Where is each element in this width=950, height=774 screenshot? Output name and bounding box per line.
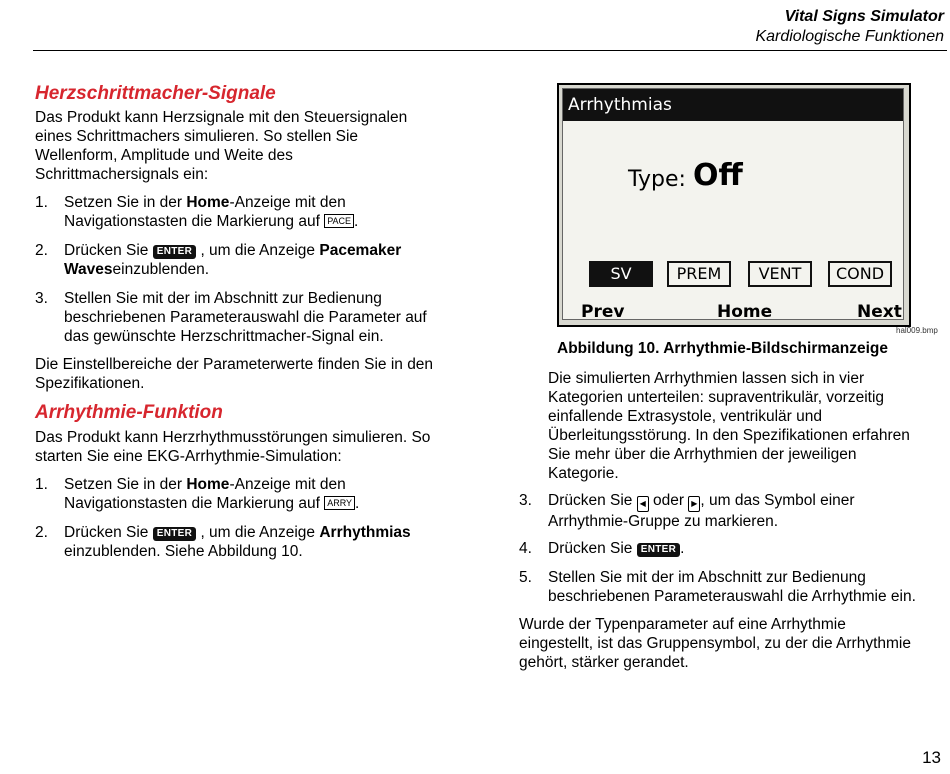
group-symbol-note: Wurde der Typenparameter auf eine Arrhythmie eingestellt, ist das Gruppensymbol, zu der die Arrhythmie gehört, stärker gerandet. <box>519 616 911 671</box>
nav-home[interactable]: Home <box>717 302 773 322</box>
section-heading-arrhythmia: Arrhythmie-Funktion <box>35 402 223 423</box>
arrhythmia-step-5: Stellen Sie mit der im Abschnitt zur Bedienung beschriebenen Parameterauswahl die Arrhythmie ein. <box>548 569 916 605</box>
step-number: 2. <box>35 242 48 259</box>
header-subtitle: Kardiologische Funktionen <box>755 28 944 45</box>
arrhythmia-step-3: Drücken Sie ◀ oder ▶ , um das Symbol einer Arrhythmie-Gruppe zu markieren. <box>548 492 855 530</box>
section-heading-pacemaker: Herzschrittmacher-Signale <box>35 83 276 104</box>
left-arrow-key-icon: ◀ <box>637 496 649 512</box>
header-rule <box>33 50 947 51</box>
pacemaker-step-2: Drücken Sie ENTER , um die Anzeige Pacemaker Waveseinzublenden. <box>64 242 402 278</box>
page-number: 13 <box>922 748 941 767</box>
type-label: Type: <box>628 167 686 192</box>
step-number: 2. <box>35 524 48 541</box>
step-number: 1. <box>35 476 48 493</box>
pacemaker-step-3: Stellen Sie mit der im Abschnitt zur Bedienung beschriebenen Parameterauswahl die Parameter auf das gewünschte Herzschrittmacher-Signal ein. <box>64 290 427 345</box>
right-arrow-key-icon: ▶ <box>688 496 700 512</box>
figure-caption: Abbildung 10. Arrhythmie-Bildschirmanzeige <box>557 340 889 357</box>
pacemaker-note: Die Einstellbereiche der Parameterwerte finden Sie in den Spezifikationen. <box>35 356 434 392</box>
device-screen <box>562 88 904 320</box>
arrhythmia-intro: Das Produkt kann Herzrhythmusstörungen simulieren. So starten Sie eine EKG-Arrhythmie-Simulation: <box>35 429 431 465</box>
pacemaker-intro: Das Produkt kann Herzsignale mit den Steuersignalen eines Schrittmachers simulieren. So stellen Sie Wellenform, Amplitude und Weite des Schrittmachersignals ein: <box>35 109 408 183</box>
step-number: 4. <box>519 540 532 557</box>
arrhythmia-step-2: Drücken Sie ENTER , um die Anzeige Arrhythmias einzublenden. Siehe Abbildung 10. <box>64 524 411 560</box>
arrhythmia-categories-text: Die simulierten Arrhythmien lassen sich in vier Kategorien unterteilen: supraventrikulär, vorzeitig einfallende Extrasystole, ventrikulär und Überleitungsstörung. In den Spezifikationen erfahren Sie mehr über die Arrhythmien der jeweiligen Kategorie. <box>548 370 910 482</box>
arrhythmia-step-4: Drücken Sie ENTER . <box>548 540 685 557</box>
pacemaker-step-1: Setzen Sie in der Home-Anzeige mit den Navigationstasten die Markierung auf PACE . <box>64 194 359 230</box>
nav-prev[interactable]: Prev <box>581 302 625 322</box>
arry-key-icon: ARRY <box>324 496 355 510</box>
step-number: 5. <box>519 569 532 586</box>
step-number: 1. <box>35 194 48 211</box>
step-number: 3. <box>35 290 48 307</box>
type-value: Off <box>693 158 743 193</box>
softkey-cond[interactable]: COND <box>828 261 892 287</box>
step-number: 3. <box>519 492 532 509</box>
header-title: Vital Signs Simulator <box>784 8 944 25</box>
figure-filename: hal009.bmp <box>896 326 938 335</box>
arrhythmia-screen-figure <box>557 83 911 327</box>
pace-key-icon: PACE <box>324 214 354 228</box>
softkey-sv[interactable]: SV <box>589 261 653 287</box>
nav-next[interactable]: Next <box>857 302 902 322</box>
screen-title: Arrhythmias <box>563 89 903 121</box>
enter-key-icon: ENTER <box>153 527 196 541</box>
softkey-prem[interactable]: PREM <box>667 261 731 287</box>
enter-key-icon: ENTER <box>637 543 680 557</box>
enter-key-icon: ENTER <box>153 245 196 259</box>
arrhythmia-step-1: Setzen Sie in der Home-Anzeige mit den Navigationstasten die Markierung auf ARRY . <box>64 476 360 512</box>
softkey-vent[interactable]: VENT <box>748 261 812 287</box>
